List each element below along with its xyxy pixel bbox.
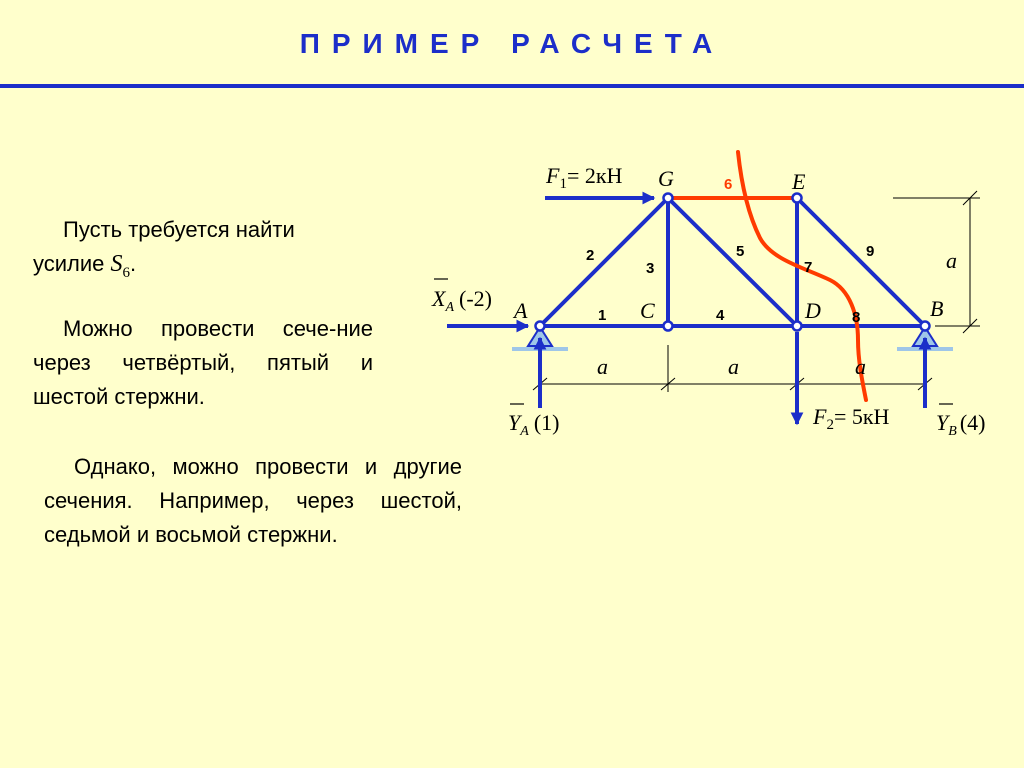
member-number-8: 8 [852,309,861,326]
svg-text:XA(-2): $X_A$ (-2) [432,286,492,315]
member-number-6: 6 [724,176,733,193]
force-f2-label [812,404,890,433]
dimension-label-height: a [946,248,957,273]
joint-c [664,322,673,331]
intro-paragraph: Пусть требуется найти усилие $S_6$. [33,217,295,281]
reaction-xa-label [431,279,492,315]
member-number-1: 1 [598,307,607,324]
joint-a [536,322,545,331]
member-5 [668,198,797,326]
node-label-d: D [805,298,821,323]
dimension-label-span-3: a [855,354,866,379]
intro-line-1: Пусть требуется найти [63,217,295,242]
member-number-7: 7 [804,259,813,276]
joint-d [793,322,802,331]
node-label-e: E [792,169,806,194]
node-label-b: B [930,296,944,321]
member-number-2: 2 [586,247,595,264]
dimension-label-span-1: a [597,354,608,379]
joint-b [921,322,930,331]
member-number-4: 4 [716,307,725,324]
joint-g [664,194,673,203]
member-number-5: 5 [736,243,745,260]
force-f1-label [545,163,623,192]
dimension-label-span-2: a [728,354,739,379]
intro-line-2: усилие [33,251,111,276]
member-number-9: 9 [866,243,875,260]
svg-text:YA(1): $Y_A$ (1) [508,410,560,439]
svg-text:F1= 2кН: $F_1= 2кН$ [546,163,623,192]
reaction-yb-label [936,404,985,439]
node-label-g: G [658,166,674,191]
member-number-3: 3 [646,260,655,277]
alternative-section-text: Однако, можно провести и другие сечения. Например, через шестой, седьмой и восьмой стержни. [44,454,462,547]
force-symbol-s6: $S_6$ [110,251,131,281]
reaction-ya-label [508,404,559,439]
svg-text:F2= 5кН: $F_2= 5кН$ [813,404,890,433]
section-text: Можно провести сече-ние через четвёртый, пятый и шестой стержни. [33,316,373,409]
joint-e [793,194,802,203]
page-title: ПРИМЕР РАСЧЕТА [299,28,725,59]
node-label-a: A [514,298,528,323]
svg-text:YB(4): $Y_B$ (4) [936,410,986,439]
node-label-c: C [640,298,655,323]
